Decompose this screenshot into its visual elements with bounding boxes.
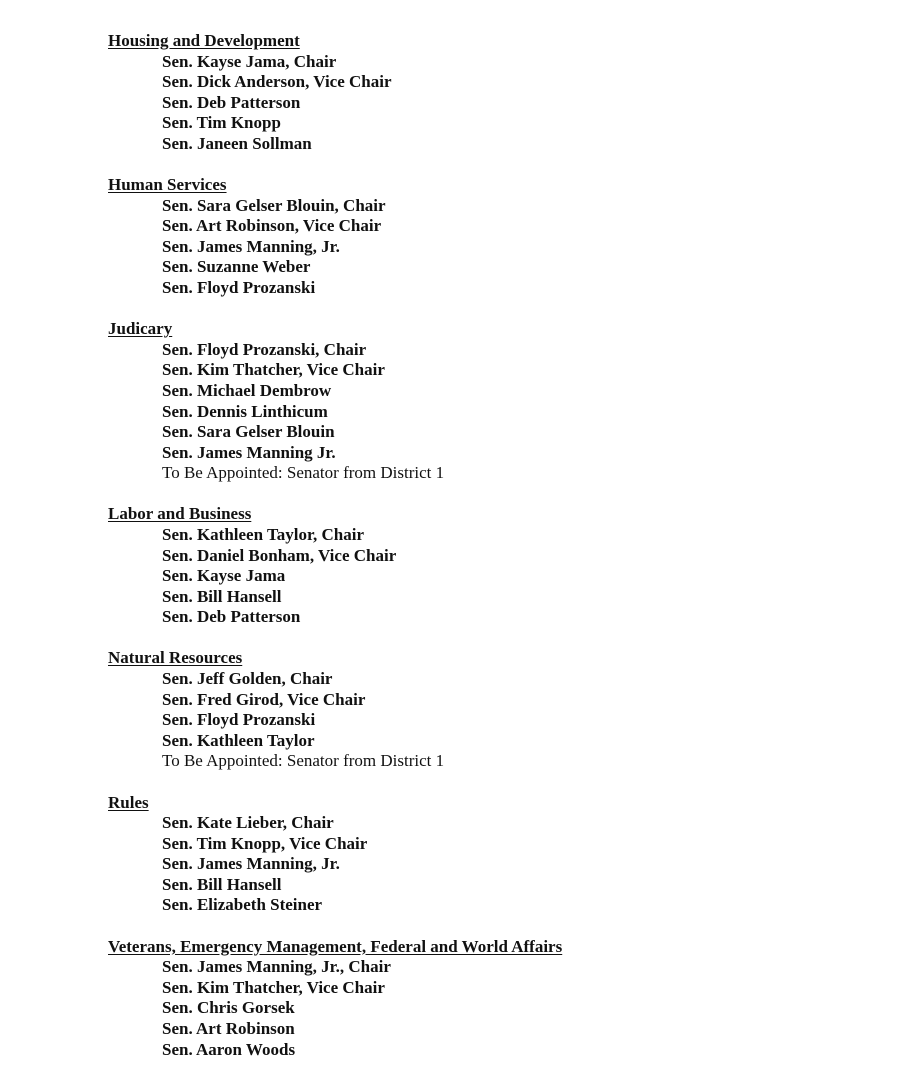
committee-member: Sen. Kayse Jama [162, 566, 286, 586]
committee-member: Sen. James Manning, Jr., Chair [162, 957, 391, 977]
committee-title: Judicary [108, 319, 173, 339]
committee-member: Sen. James Manning Jr. [162, 442, 336, 462]
committee-section [108, 793, 888, 917]
committee-title: Housing and Development [108, 31, 300, 50]
committee-section [108, 937, 888, 1061]
committee-member: Sen. Kim Thatcher, Vice Chair [162, 360, 385, 380]
committee-title: Veterans, Emergency Management, Federal and World Affairs [108, 936, 563, 956]
committee-section [108, 175, 888, 299]
committee-member: Sen. Kathleen Taylor [162, 730, 315, 750]
committee-member: Sen. Kayse Jama, Chair [162, 51, 337, 71]
committee-member: Sen. Bill Hansell [162, 586, 282, 606]
committee-member: Sen. Suzanne Weber [162, 257, 311, 277]
committee-member: Sen. Sara Gelser Blouin [162, 422, 335, 442]
committee-member: Sen. Jeff Golden, Chair [162, 669, 333, 689]
committee-member: Sen. Floyd Prozanski [162, 710, 316, 730]
committee-member: Sen. Dennis Linthicum [162, 401, 328, 421]
committee-document [108, 31, 888, 1081]
committee-member: Sen. Kate Lieber, Chair [162, 813, 334, 833]
committee-member: Sen. Floyd Prozanski, Chair [162, 339, 367, 359]
committee-title: Human Services [108, 175, 227, 195]
committee-member: Sen. Tim Knopp, Vice Chair [162, 833, 368, 853]
committee-member: Sen. Aaron Woods [162, 1039, 296, 1059]
committee-member: Sen. James Manning, Jr. [162, 236, 340, 256]
committee-member: Sen. Kim Thatcher, Vice Chair [162, 977, 385, 997]
committee-member: Sen. Fred Girod, Vice Chair [162, 689, 366, 709]
committee-member: Sen. Deb Patterson [162, 607, 301, 627]
committee-section [108, 504, 888, 628]
committee-member: Sen. Deb Patterson [162, 92, 301, 112]
committee-section [108, 319, 888, 484]
committee-section [108, 31, 888, 155]
committee-member: Sen. Daniel Bonham, Vice Chair [162, 545, 397, 565]
committee-member: Sen. James Manning, Jr. [162, 854, 340, 874]
committee-member: Sen. Kathleen Taylor, Chair [162, 524, 364, 544]
committee-title: Rules [108, 792, 149, 812]
committee-member: Sen. Sara Gelser Blouin, Chair [162, 195, 386, 215]
committee-member: To Be Appointed: Senator from District 1 [162, 463, 445, 483]
committee-member: Sen. Michael Dembrow [162, 380, 332, 400]
committee-section [108, 648, 888, 772]
committee-member: Sen. Floyd Prozanski [162, 278, 316, 298]
committee-member: Sen. Janeen Sollman [162, 133, 312, 153]
committee-member: Sen. Dick Anderson, Vice Chair [162, 72, 392, 92]
committee-title: Labor and Business [108, 504, 252, 524]
committee-title: Natural Resources [108, 648, 243, 668]
committee-member: Sen. Chris Gorsek [162, 998, 295, 1018]
committee-member: Sen. Tim Knopp [162, 113, 281, 133]
committee-member: Sen. Elizabeth Steiner [162, 895, 323, 915]
committee-member: Sen. Bill Hansell [162, 874, 282, 894]
committee-member: Sen. Art Robinson, Vice Chair [162, 216, 382, 236]
committee-member: Sen. Art Robinson [162, 1018, 295, 1038]
committee-member: To Be Appointed: Senator from District 1 [162, 751, 445, 771]
